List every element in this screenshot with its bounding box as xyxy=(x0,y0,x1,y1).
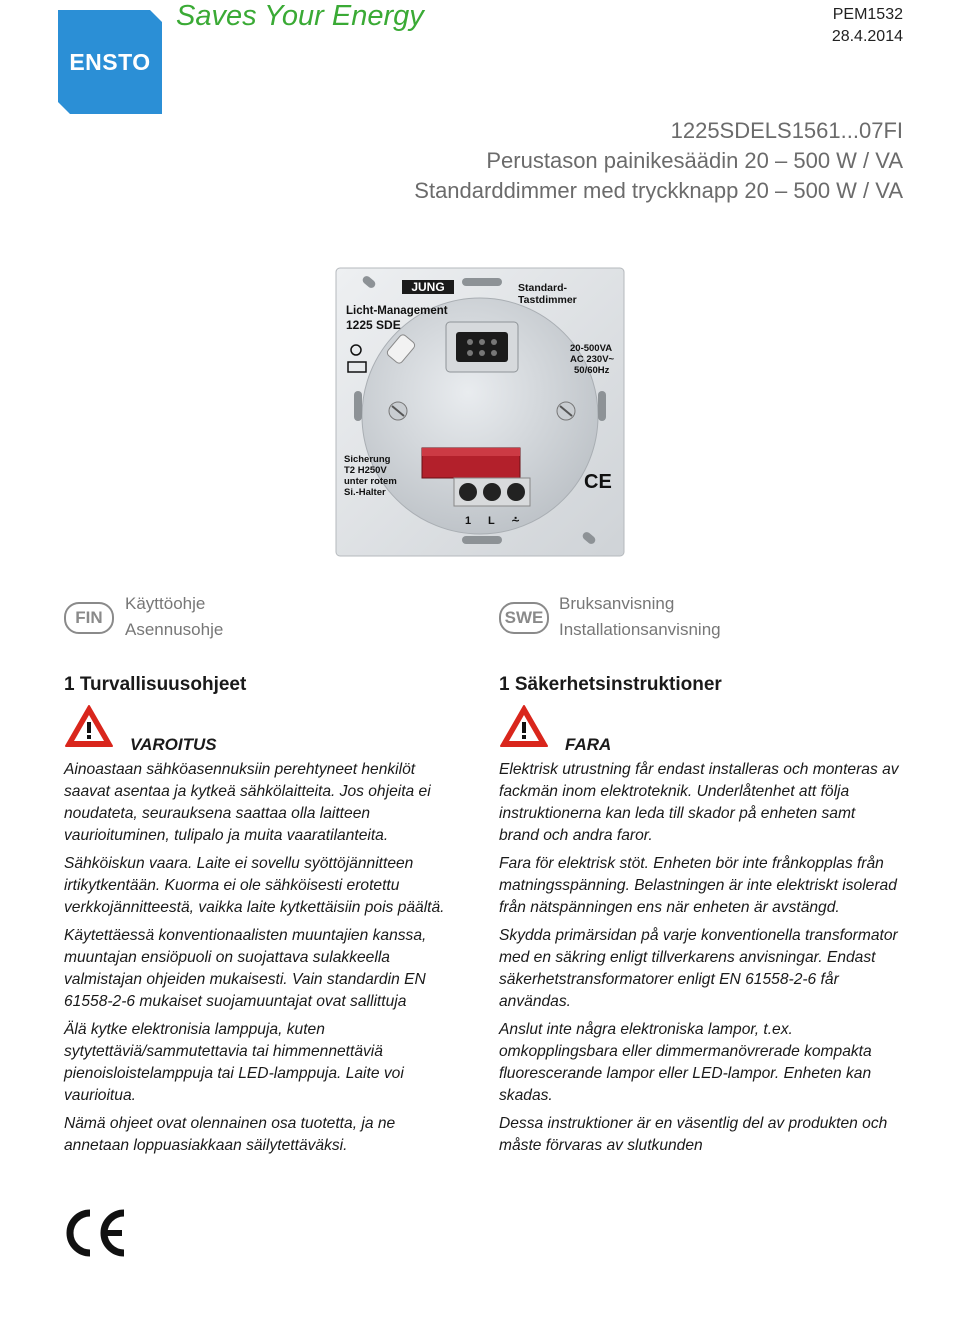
product-label-line1: Licht-Management xyxy=(346,305,448,317)
fin-paragraph: Käytettäessä konventionaalisten muuntajien kanssa, muuntajan ensiöpuoli on suojattava sulakkeella valmistajan ohjeiden mukaisesti. Vain standardin EN 61558-2-6 mukaiset suojamuuntajat ovat sallittuja xyxy=(64,927,427,1010)
ensto-logo xyxy=(58,10,162,114)
product-title-sv: Standarddimmer med tryckknapp 20 – 500 W / VA xyxy=(414,178,903,203)
product-ce-mark: CE xyxy=(584,471,612,493)
tagline: Saves Your Energy xyxy=(176,0,424,32)
product-code: 1225SDELS1561...07FI xyxy=(670,118,903,143)
swe-safety-text xyxy=(499,759,899,1163)
swe-warning-label: FARA xyxy=(565,735,612,754)
product-fuse-4: Si.-Halter xyxy=(344,487,386,498)
fin-paragraph: Nämä ohjeet ovat olennainen osa tuotetta, ja ne annetaan loppuasiakkaan säilytettäväksi. xyxy=(64,1115,396,1154)
product-terminal-2: L xyxy=(488,515,495,527)
fin-manual-types xyxy=(125,591,223,643)
document-code: PEM1532 xyxy=(832,6,903,23)
swe-manual-types xyxy=(559,591,721,643)
fin-paragraph: Ainoastaan sähköasennuksiin perehtyneet henkilöt saavat asentaa ja kytkeä sähkölaitteita. Jos ohjeita ei noudateta, seurauksena saattaa olla laitteen vaurioituminen, tulipalo ja muita vaaratilanteita. xyxy=(64,761,431,844)
swe-paragraph: Fara för elektrisk stöt. Enheten bör inte frånkopplas från matningsspänning. Belastningen är inte elektriskt isolerad från nätspänningen ens när enheten är avstängd. xyxy=(499,855,897,916)
ce-mark-icon xyxy=(64,1208,128,1258)
product-std-2: Tastdimmer xyxy=(518,294,577,306)
product-brand-mark: JUNG xyxy=(411,280,445,294)
language-badge-swe: SWE xyxy=(499,602,549,634)
product-rating-3: 50/60Hz xyxy=(574,365,610,376)
product-fuse-1: Sicherung xyxy=(344,454,391,465)
product-std-1: Standard- xyxy=(518,282,568,294)
fin-paragraph: Älä kytke elektronisia lamppuja, kuten sytytettäviä/sammutettavia tai himmennettäviä pienoisloistelamppuja tai LED-lamppuja. Laite voi vaurioitua. xyxy=(64,1021,404,1104)
product-title-fi: Perustason painikesäädin 20 – 500 W / VA xyxy=(486,148,903,173)
product-terminal-1: 1 xyxy=(465,515,472,527)
swe-paragraph: Skydda primärsidan på varje konventionella transformator med en säkring enligt tillverkarens anvisningar. Endast säkerhetstransformatorer enligt EN 61558-2-6 får användas. xyxy=(499,927,898,1010)
fin-section-title: 1 Turvallisuusohjeet xyxy=(64,674,247,695)
product-label-line2: 1225 SDE xyxy=(346,318,401,332)
fin-warning-label: VAROITUS xyxy=(130,735,217,754)
document-date: 28.4.2014 xyxy=(831,28,903,45)
swe-section-title: 1 Säkerhetsinstruktioner xyxy=(499,674,722,695)
logo-text: ENSTO xyxy=(69,49,151,75)
product-titles xyxy=(414,116,903,206)
product-fuse-2: T2 H250V xyxy=(344,465,387,476)
product-rating-1: 20-500VA xyxy=(570,343,613,354)
document-info xyxy=(832,4,903,48)
swe-paragraph: Elektrisk utrustning får endast installeras och monteras av fackmän inom elektroteknik. Underlåtenhet att följa instruktionerna kan leda till skador på enheten samt brand och andra faror. xyxy=(499,761,899,844)
swe-paragraph: Dessa instruktioner är en väsentlig del av produkten och måste förvaras av slutkunden xyxy=(499,1115,888,1154)
fin-manual-type-2: Asennusohje xyxy=(125,620,224,639)
warning-triangle-icon xyxy=(64,704,114,748)
fin-safety-text xyxy=(64,759,464,1163)
fin-manual-type-1: Käyttöohje xyxy=(125,594,206,613)
product-image xyxy=(334,266,626,558)
warning-triangle-icon xyxy=(499,704,549,748)
product-rating-2: AC 230V~ xyxy=(570,354,615,365)
swe-manual-type-1: Bruksanvisning xyxy=(559,594,675,613)
swe-manual-type-2: Installationsanvisning xyxy=(559,620,721,639)
product-terminal-3: ⩪ xyxy=(511,514,521,527)
swe-paragraph: Anslut inte några elektroniska lampor, t.ex. omkopplingsbara eller dimmermanövrerade kompakta fluorescerande lampor eller LED-lampor. Enheten kan skadas. xyxy=(499,1021,872,1104)
product-fuse-3: unter rotem xyxy=(344,476,397,487)
language-badge-fin: FIN xyxy=(64,602,114,634)
fin-paragraph: Sähköiskun vaara. Laite ei sovellu syöttöjännitteen irtikytkentään. Kuorma ei ole sähköisesti erotettu verkkojännitteestä, vaikka laite kytkettäisiin pois päältä. xyxy=(64,855,445,916)
